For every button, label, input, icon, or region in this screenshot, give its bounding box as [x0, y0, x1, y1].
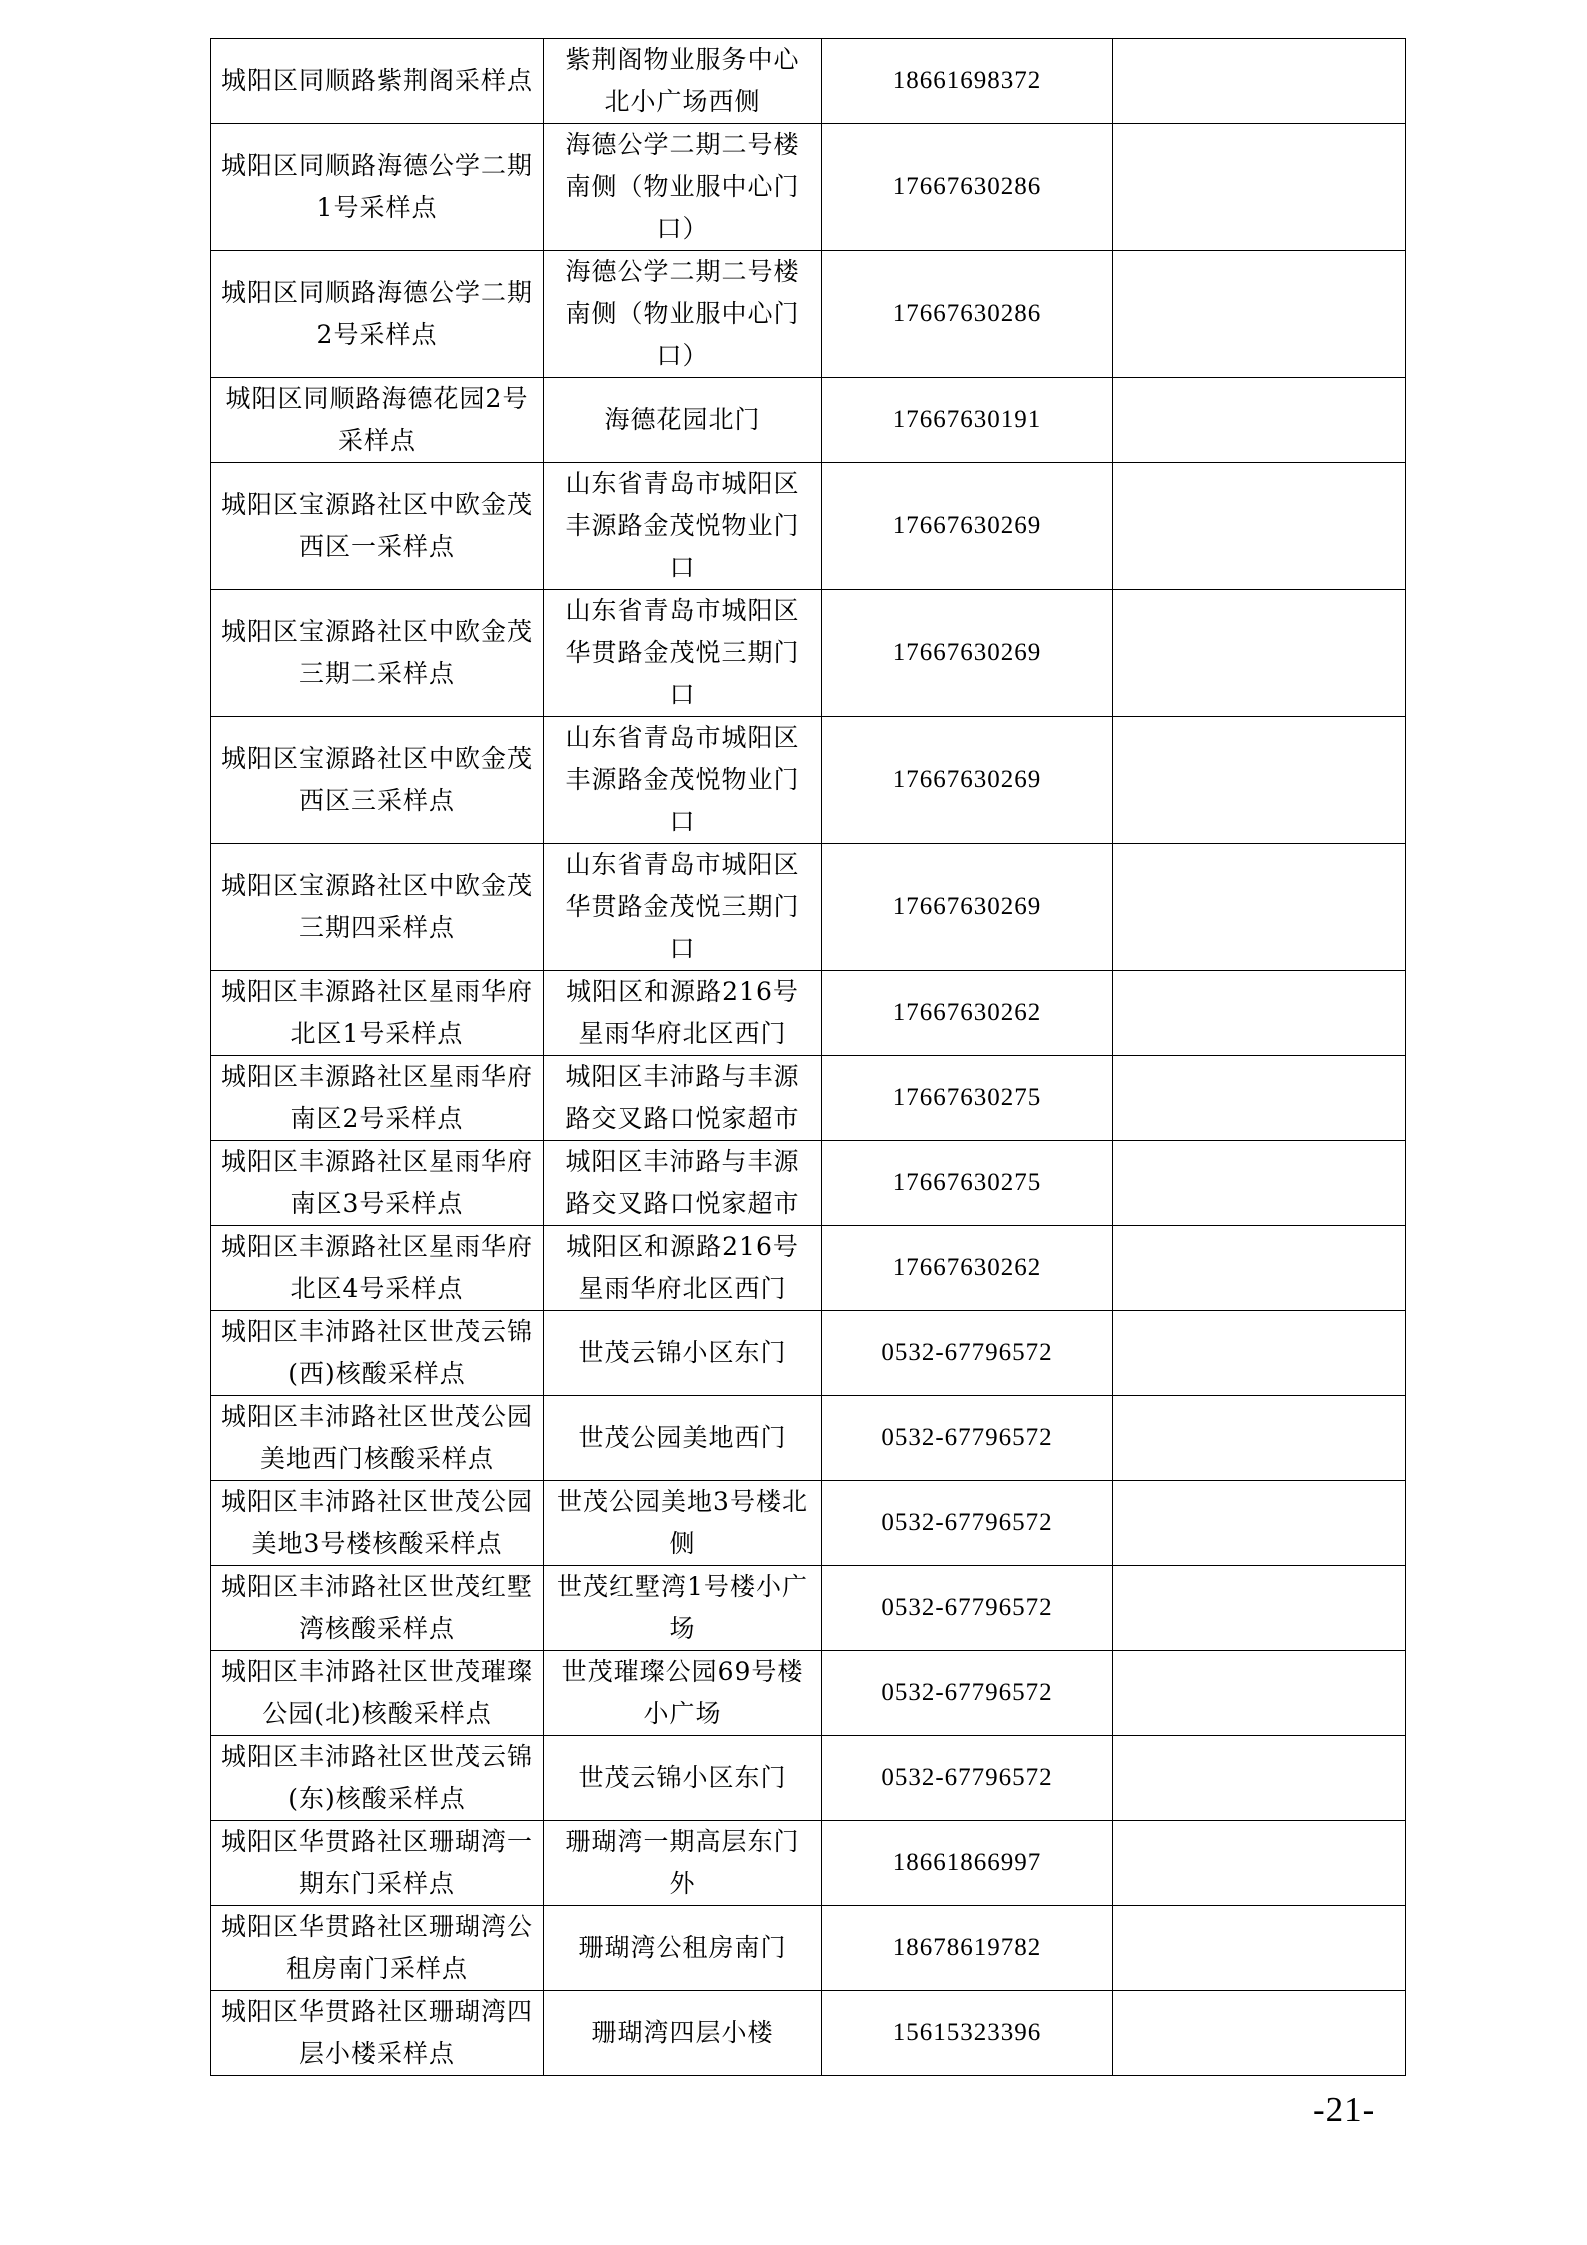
- table-row: [211, 1311, 1406, 1396]
- site-name-cell: 城阳区宝源路社区中欧金茂西区一采样点: [211, 463, 544, 590]
- note-cell: [1113, 39, 1406, 124]
- note-cell: [1113, 1566, 1406, 1651]
- site-name-cell: 城阳区丰沛路社区世茂公园美地3号楼核酸采样点: [211, 1481, 544, 1566]
- note-cell: [1113, 124, 1406, 251]
- address-cell: 世茂云锦小区东门: [544, 1311, 822, 1396]
- address-cell: 世茂云锦小区东门: [544, 1736, 822, 1821]
- site-name-cell: 城阳区丰源路社区星雨华府北区4号采样点: [211, 1226, 544, 1311]
- table-row: [211, 844, 1406, 971]
- phone-cell: 17667630262: [822, 1226, 1113, 1311]
- table-row: [211, 39, 1406, 124]
- address-cell: 山东省青岛市城阳区华贯路金茂悦三期门口: [544, 844, 822, 971]
- note-cell: [1113, 717, 1406, 844]
- note-cell: [1113, 1141, 1406, 1226]
- phone-cell: 17667630269: [822, 463, 1113, 590]
- site-name-cell: 城阳区丰沛路社区世茂公园美地西门核酸采样点: [211, 1396, 544, 1481]
- phone-cell: 18678619782: [822, 1906, 1113, 1991]
- table-row: [211, 1651, 1406, 1736]
- phone-cell: 18661698372: [822, 39, 1113, 124]
- address-cell: 海德公学二期二号楼南侧（物业服中心门口）: [544, 124, 822, 251]
- address-cell: 世茂公园美地3号楼北侧: [544, 1481, 822, 1566]
- site-name-cell: 城阳区丰沛路社区世茂红墅湾核酸采样点: [211, 1566, 544, 1651]
- address-cell: 珊瑚湾一期高层东门外: [544, 1821, 822, 1906]
- site-name-cell: 城阳区华贯路社区珊瑚湾公租房南门采样点: [211, 1906, 544, 1991]
- table-row: [211, 1991, 1406, 2076]
- address-cell: 城阳区和源路216号星雨华府北区西门: [544, 971, 822, 1056]
- phone-cell: 17667630286: [822, 251, 1113, 378]
- address-cell: 珊瑚湾四层小楼: [544, 1991, 822, 2076]
- site-name-cell: 城阳区同顺路紫荆阁采样点: [211, 39, 544, 124]
- phone-cell: 17667630269: [822, 590, 1113, 717]
- phone-cell: 17667630191: [822, 378, 1113, 463]
- phone-cell: 0532-67796572: [822, 1566, 1113, 1651]
- site-name-cell: 城阳区同顺路海德公学二期2号采样点: [211, 251, 544, 378]
- site-name-cell: 城阳区华贯路社区珊瑚湾一期东门采样点: [211, 1821, 544, 1906]
- address-cell: 珊瑚湾公租房南门: [544, 1906, 822, 1991]
- note-cell: [1113, 1821, 1406, 1906]
- site-name-cell: 城阳区宝源路社区中欧金茂三期四采样点: [211, 844, 544, 971]
- site-name-cell: 城阳区宝源路社区中欧金茂西区三采样点: [211, 717, 544, 844]
- table-row: [211, 590, 1406, 717]
- table-row: [211, 1566, 1406, 1651]
- address-cell: 山东省青岛市城阳区华贯路金茂悦三期门口: [544, 590, 822, 717]
- phone-cell: 17667630269: [822, 844, 1113, 971]
- table-row: [211, 1226, 1406, 1311]
- site-name-cell: 城阳区丰沛路社区世茂云锦(西)核酸采样点: [211, 1311, 544, 1396]
- table-row: [211, 124, 1406, 251]
- site-name-cell: 城阳区华贯路社区珊瑚湾四层小楼采样点: [211, 1991, 544, 2076]
- address-cell: 世茂公园美地西门: [544, 1396, 822, 1481]
- table-row: [211, 463, 1406, 590]
- address-cell: 紫荆阁物业服务中心北小广场西侧: [544, 39, 822, 124]
- sampling-sites-table: [210, 38, 1406, 2076]
- address-cell: 城阳区丰沛路与丰源路交叉路口悦家超市: [544, 1056, 822, 1141]
- site-name-cell: 城阳区丰沛路社区世茂云锦(东)核酸采样点: [211, 1736, 544, 1821]
- table-row: [211, 1481, 1406, 1566]
- note-cell: [1113, 1906, 1406, 1991]
- phone-cell: 18661866997: [822, 1821, 1113, 1906]
- note-cell: [1113, 1991, 1406, 2076]
- address-cell: 海德公学二期二号楼南侧（物业服中心门口）: [544, 251, 822, 378]
- address-cell: 城阳区和源路216号星雨华府北区西门: [544, 1226, 822, 1311]
- note-cell: [1113, 844, 1406, 971]
- note-cell: [1113, 1311, 1406, 1396]
- phone-cell: 17667630269: [822, 717, 1113, 844]
- phone-cell: 17667630275: [822, 1056, 1113, 1141]
- note-cell: [1113, 251, 1406, 378]
- note-cell: [1113, 1226, 1406, 1311]
- site-name-cell: 城阳区宝源路社区中欧金茂三期二采样点: [211, 590, 544, 717]
- table-row: [211, 1141, 1406, 1226]
- note-cell: [1113, 378, 1406, 463]
- table-row: [211, 1056, 1406, 1141]
- address-cell: 海德花园北门: [544, 378, 822, 463]
- site-name-cell: 城阳区同顺路海德花园2号采样点: [211, 378, 544, 463]
- note-cell: [1113, 590, 1406, 717]
- table-row: [211, 971, 1406, 1056]
- phone-cell: 15615323396: [822, 1991, 1113, 2076]
- site-name-cell: 城阳区丰源路社区星雨华府北区1号采样点: [211, 971, 544, 1056]
- phone-cell: 0532-67796572: [822, 1481, 1113, 1566]
- table-row: [211, 1821, 1406, 1906]
- site-name-cell: 城阳区丰源路社区星雨华府南区2号采样点: [211, 1056, 544, 1141]
- address-cell: 世茂红墅湾1号楼小广场: [544, 1566, 822, 1651]
- note-cell: [1113, 1736, 1406, 1821]
- phone-cell: 0532-67796572: [822, 1396, 1113, 1481]
- table-row: [211, 717, 1406, 844]
- page-number: -21-: [1313, 2090, 1376, 2129]
- address-cell: 城阳区丰沛路与丰源路交叉路口悦家超市: [544, 1141, 822, 1226]
- site-name-cell: 城阳区丰源路社区星雨华府南区3号采样点: [211, 1141, 544, 1226]
- phone-cell: 17667630286: [822, 124, 1113, 251]
- address-cell: 世茂璀璨公园69号楼小广场: [544, 1651, 822, 1736]
- table-row: [211, 251, 1406, 378]
- address-cell: 山东省青岛市城阳区丰源路金茂悦物业门口: [544, 717, 822, 844]
- note-cell: [1113, 1396, 1406, 1481]
- phone-cell: 0532-67796572: [822, 1736, 1113, 1821]
- table-row: [211, 378, 1406, 463]
- note-cell: [1113, 1481, 1406, 1566]
- site-name-cell: 城阳区丰沛路社区世茂璀璨公园(北)核酸采样点: [211, 1651, 544, 1736]
- phone-cell: 0532-67796572: [822, 1311, 1113, 1396]
- table-row: [211, 1906, 1406, 1991]
- note-cell: [1113, 1056, 1406, 1141]
- table-row: [211, 1396, 1406, 1481]
- note-cell: [1113, 971, 1406, 1056]
- site-name-cell: 城阳区同顺路海德公学二期1号采样点: [211, 124, 544, 251]
- table-row: [211, 1736, 1406, 1821]
- phone-cell: 0532-67796572: [822, 1651, 1113, 1736]
- address-cell: 山东省青岛市城阳区丰源路金茂悦物业门口: [544, 463, 822, 590]
- phone-cell: 17667630262: [822, 971, 1113, 1056]
- note-cell: [1113, 1651, 1406, 1736]
- note-cell: [1113, 463, 1406, 590]
- phone-cell: 17667630275: [822, 1141, 1113, 1226]
